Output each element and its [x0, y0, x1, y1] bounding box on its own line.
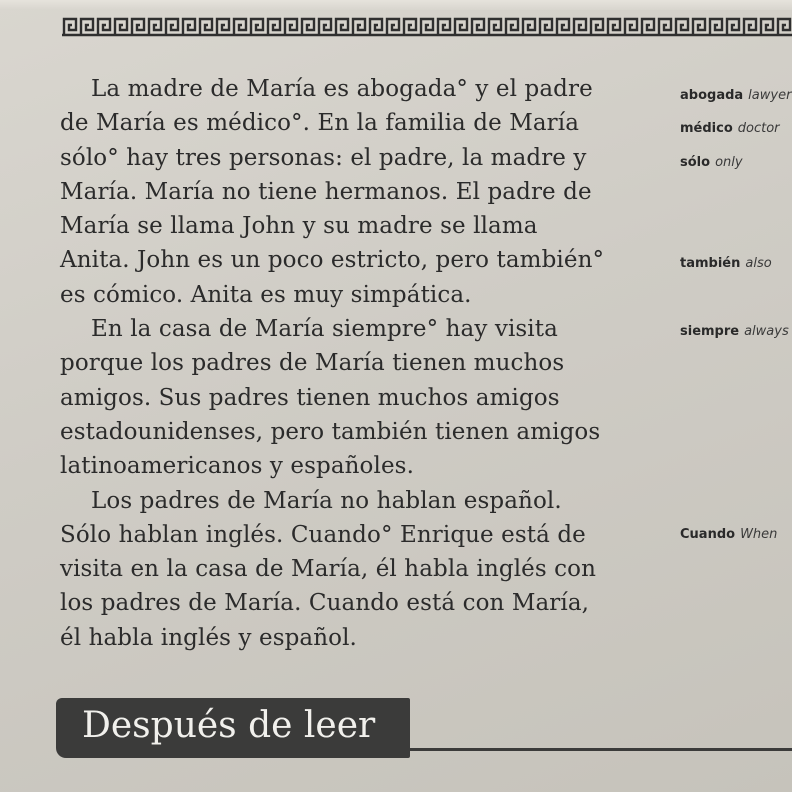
- text-line: Anita. John es un poco estricto, pero también°: [60, 247, 605, 274]
- glossary-translation: also: [745, 256, 772, 271]
- glossary-entry-medico: [680, 121, 780, 136]
- text-line: La madre de María es abogada° y el padre: [91, 76, 593, 102]
- glossary-term: también: [680, 256, 741, 271]
- glossary-entry-cuando: [680, 527, 777, 542]
- text-line: En la casa de María siempre° hay visita: [91, 316, 558, 343]
- glossary-entry-solo: [680, 155, 743, 170]
- greek-key-border: [62, 15, 792, 39]
- text-line: estadounidenses, pero también tienen amigos: [60, 418, 601, 445]
- paragraph-3: [60, 484, 660, 655]
- glossary-term: abogada: [680, 88, 744, 103]
- glossary-term: siempre: [680, 324, 740, 339]
- page-top-edge: [0, 0, 792, 10]
- text-line: latinoamericanos y españoles.: [60, 453, 414, 480]
- reading-passage: [60, 72, 660, 655]
- text-line: es cómico. Anita es muy simpática.: [60, 281, 472, 308]
- text-line: los padres de María. Cuando está con María,: [60, 590, 590, 617]
- paragraph-1: [60, 72, 660, 312]
- section-title: Después de leer: [82, 705, 376, 746]
- glossary-entry-tambien: [680, 256, 772, 271]
- glossary-term: médico: [680, 121, 733, 136]
- paragraph-2: [60, 312, 660, 483]
- glossary-translation: When: [740, 527, 778, 542]
- text-line: Sólo hablan inglés. Cuando° Enrique está de: [60, 521, 586, 548]
- text-line: él habla inglés y español.: [60, 624, 357, 651]
- text-line: amigos. Sus padres tienen muchos amigos: [60, 384, 560, 411]
- glossary-entry-siempre: [680, 324, 789, 339]
- text-line: Los padres de María no hablan español.: [91, 487, 562, 514]
- glossary-translation: only: [715, 155, 743, 170]
- text-line: visita en la casa de María, él habla inglés con: [60, 556, 597, 583]
- section-header: [56, 698, 410, 758]
- text-line: de María es médico°. En la familia de María: [60, 110, 580, 137]
- text-line: sólo° hay tres personas: el padre, la madre y: [60, 144, 587, 171]
- section-divider: [404, 748, 792, 751]
- glossary-term: Cuando: [680, 527, 736, 542]
- text-line: María. María no tiene hermanos. El padre de: [60, 178, 592, 205]
- glossary-translation: lawyer: [748, 88, 792, 103]
- glossary-entry-abogada: [680, 88, 791, 103]
- glossary-translation: always: [744, 324, 789, 339]
- glossary-translation: doctor: [737, 121, 780, 136]
- glossary-term: sólo: [680, 155, 711, 170]
- text-line: María se llama John y su madre se llama: [60, 213, 538, 240]
- text-line: porque los padres de María tienen muchos: [60, 350, 565, 377]
